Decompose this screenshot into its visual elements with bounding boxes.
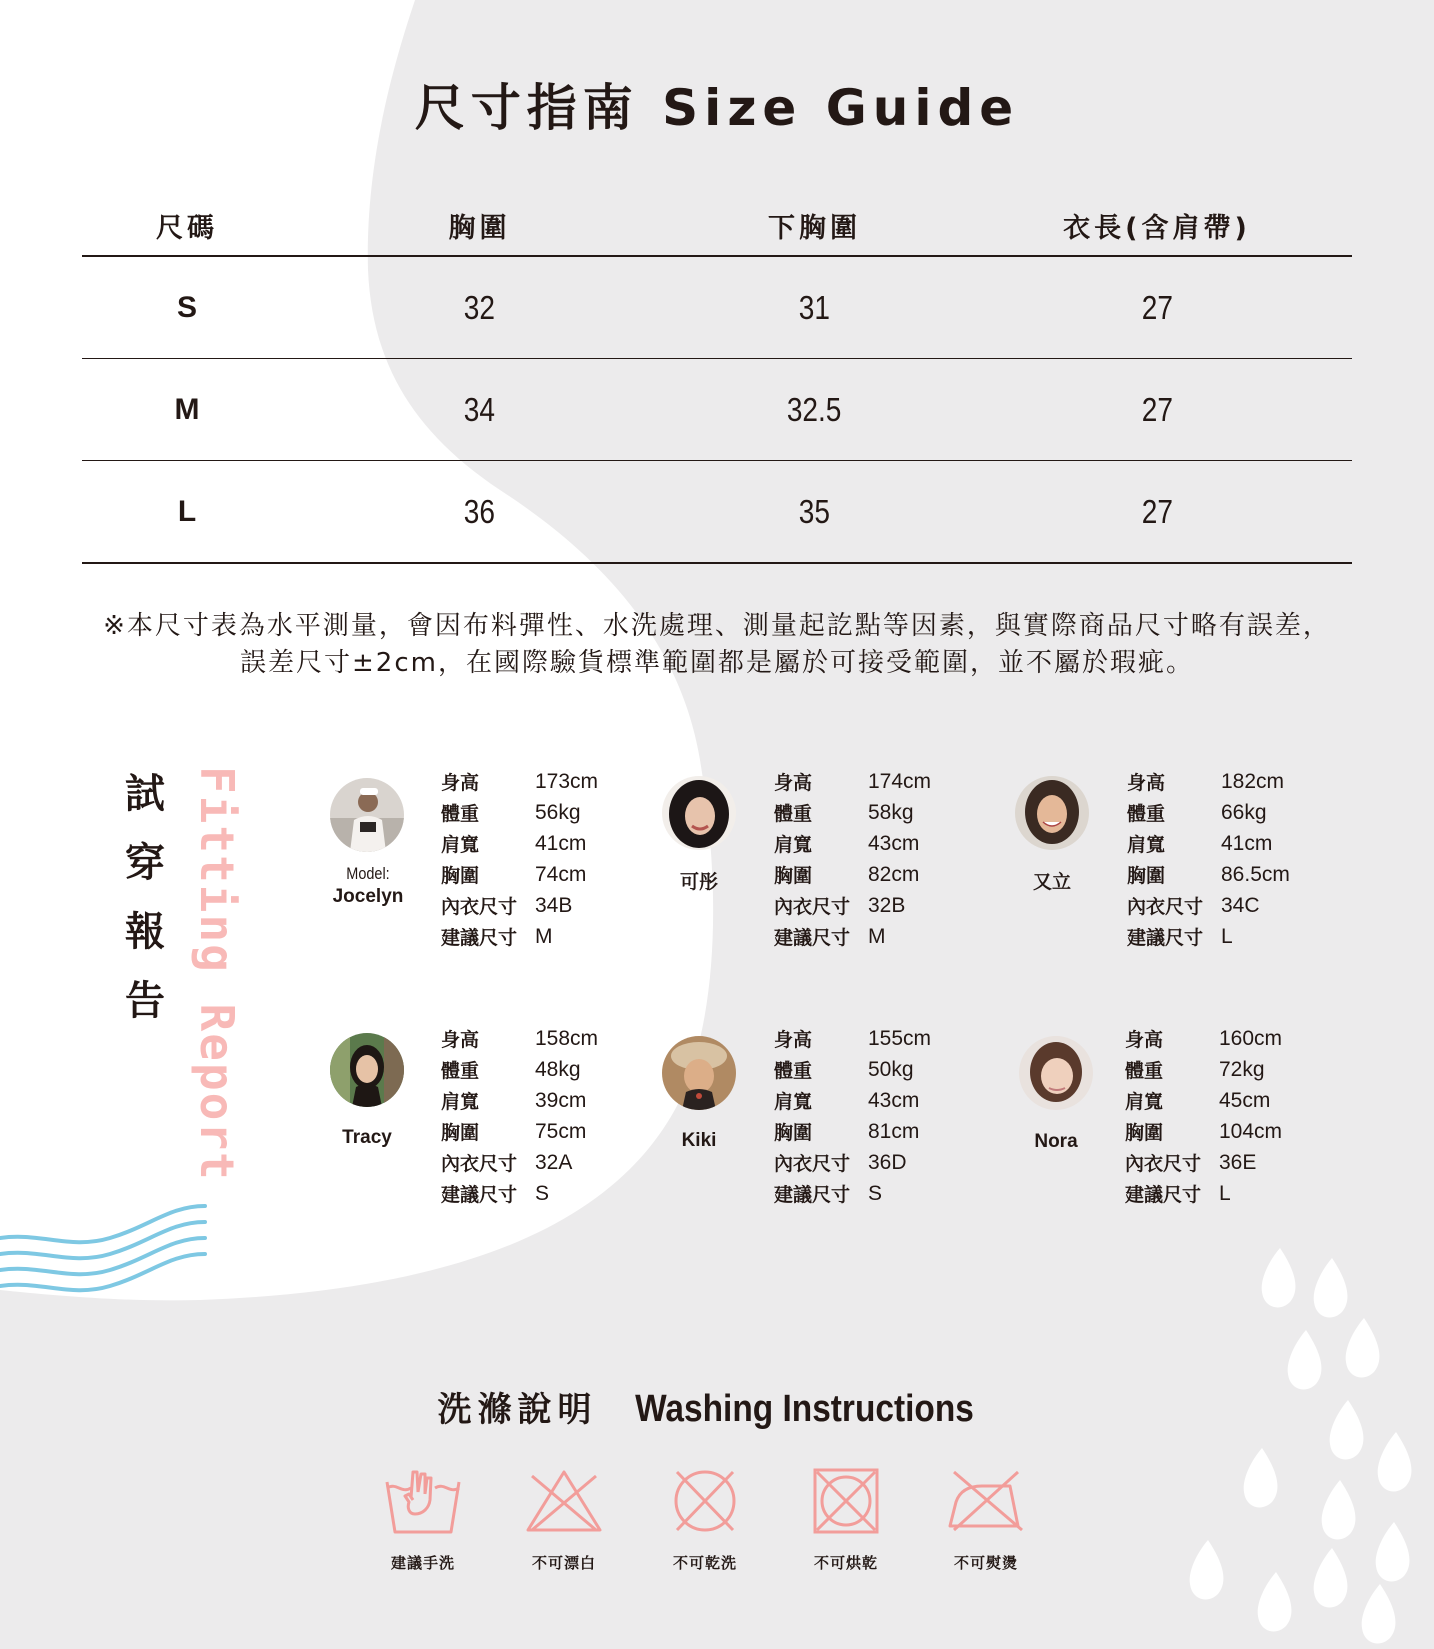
model-name	[308, 862, 428, 908]
stat-label: 內衣尺寸	[774, 896, 851, 918]
stat-row	[441, 1054, 598, 1085]
stat-row	[441, 1147, 598, 1178]
stat-row	[441, 766, 598, 797]
stat-value: 74cm	[535, 862, 587, 886]
stat-row	[441, 828, 598, 859]
underbust-cell: 31	[798, 288, 831, 326]
stat-row	[1125, 1023, 1282, 1054]
stat-value: 34B	[535, 893, 573, 917]
stat-label: 體重	[774, 803, 813, 825]
wash-label: 不可乾洗	[672, 1554, 737, 1572]
note-line-2: 誤差尺寸±2cm，在國際驗貨標準範圍都是屬於可接受範圍，並不屬於瑕疵。	[240, 648, 1194, 678]
stat-row	[1125, 1147, 1282, 1178]
stat-label: 胸圍	[1127, 865, 1166, 887]
stat-label: 建議尺寸	[774, 927, 851, 949]
model-stats-tracy	[441, 1023, 598, 1209]
stat-value: 58kg	[868, 800, 914, 824]
model-name: 又立	[1032, 872, 1071, 893]
stat-row	[774, 1147, 931, 1178]
stat-label: 體重	[1127, 803, 1166, 825]
table-row	[82, 257, 1352, 359]
page-title: 尺寸指南 Size Guide	[414, 79, 1020, 137]
length-cell: 27	[1141, 288, 1173, 326]
stat-value: 158cm	[535, 1026, 599, 1050]
stat-value: 32A	[535, 1150, 573, 1174]
stat-value: 34C	[1221, 893, 1260, 917]
avatar	[662, 776, 736, 850]
avatar	[1015, 776, 1089, 850]
stat-value: 41cm	[1221, 831, 1273, 855]
stat-label: 建議尺寸	[1125, 1184, 1202, 1206]
stat-row	[1125, 1116, 1282, 1147]
title-char: 報	[125, 909, 165, 955]
no-iron-icon	[946, 1468, 1026, 1534]
stat-row	[441, 1178, 598, 1209]
stat-value: 75cm	[535, 1119, 587, 1143]
stat-row	[441, 921, 598, 952]
stat-row	[774, 1023, 931, 1054]
stat-row	[1125, 1178, 1282, 1209]
wash-label: 不可漂白	[531, 1554, 596, 1572]
size-cell: S	[176, 290, 197, 324]
table-row	[82, 359, 1352, 461]
stat-label: 身高	[1127, 772, 1166, 794]
stat-value: 56kg	[535, 800, 581, 824]
stat-value: 155cm	[868, 1026, 932, 1050]
model-name: Tracy	[342, 1127, 392, 1148]
stat-label: 身高	[774, 1029, 813, 1051]
stat-label: 身高	[1125, 1029, 1164, 1051]
stat-row	[774, 859, 931, 890]
stat-value: 43cm	[868, 831, 920, 855]
length-cell: 27	[1141, 390, 1173, 428]
stat-label: 建議尺寸	[774, 1184, 851, 1206]
stat-value: 104cm	[1219, 1119, 1283, 1143]
stat-row	[774, 1178, 931, 1209]
stat-label: 胸圍	[441, 865, 480, 887]
stat-value: M	[535, 924, 553, 948]
stat-label: 胸圍	[1125, 1122, 1164, 1144]
stat-row	[774, 797, 931, 828]
stat-label: 胸圍	[441, 1122, 480, 1144]
stat-value: M	[868, 924, 886, 948]
model-stats-youli	[1127, 766, 1290, 952]
stat-row	[441, 1116, 598, 1147]
stat-row	[441, 890, 598, 921]
avatar	[330, 778, 404, 852]
stat-label: 內衣尺寸	[441, 896, 518, 918]
wash-item-no-tumble-dry	[786, 1468, 906, 1573]
stat-value: 36D	[868, 1150, 907, 1174]
stat-label: 內衣尺寸	[441, 1153, 518, 1175]
bust-cell: 36	[463, 492, 496, 530]
stat-value: S	[868, 1181, 883, 1205]
stat-row	[774, 1116, 931, 1147]
stat-label: 胸圍	[774, 865, 813, 887]
stat-label: 建議尺寸	[1127, 927, 1204, 949]
wash-label: 建議手洗	[390, 1554, 455, 1572]
model-name: Kiki	[681, 1130, 717, 1151]
stat-row	[441, 859, 598, 890]
stat-value: 86.5cm	[1221, 862, 1290, 886]
title-char: 試	[125, 771, 165, 817]
stat-value: 66kg	[1221, 800, 1267, 824]
measurement-note	[0, 608, 1434, 682]
size-table-header	[82, 195, 1352, 257]
stat-row	[441, 1023, 598, 1054]
stat-row	[1127, 828, 1290, 859]
note-line-1: ※本尺寸表為水平測量，會因布料彈性、水洗處理、測量起訖點等因素，與實際商品尺寸略有誤差，	[103, 611, 1331, 641]
stat-value: 45cm	[1219, 1088, 1271, 1112]
stat-row	[774, 766, 931, 797]
stat-row	[1127, 766, 1290, 797]
no-bleach-icon	[524, 1468, 604, 1534]
stat-row	[1127, 890, 1290, 921]
stat-value: 39cm	[535, 1088, 587, 1112]
model-name: 可彤	[679, 872, 718, 893]
model-stats-ketong	[774, 766, 931, 952]
fitting-report-title-en: Fitting Report	[190, 766, 244, 1182]
stat-label: 內衣尺寸	[1127, 896, 1204, 918]
stat-value: 43cm	[868, 1088, 920, 1112]
stat-label: 內衣尺寸	[1125, 1153, 1202, 1175]
stat-row	[441, 797, 598, 828]
stat-label: 體重	[441, 803, 480, 825]
washing-title	[0, 1382, 1434, 1431]
stat-label: 建議尺寸	[441, 1184, 518, 1206]
header-size: 尺碼	[156, 212, 218, 244]
stat-value: 72kg	[1219, 1057, 1265, 1081]
bust-cell: 34	[463, 390, 496, 428]
stat-label: 建議尺寸	[441, 927, 518, 949]
wash-item-no-iron	[926, 1468, 1046, 1573]
stat-value: 82cm	[868, 862, 920, 886]
size-table	[82, 195, 1352, 564]
table-row	[82, 461, 1352, 564]
stat-row	[1127, 921, 1290, 952]
stat-label: 肩寬	[441, 834, 480, 856]
size-cell: L	[177, 494, 197, 528]
stat-label: 身高	[441, 1029, 480, 1051]
wash-label: 不可熨燙	[953, 1554, 1018, 1572]
underbust-cell: 32.5	[787, 390, 842, 428]
stat-value: L	[1219, 1181, 1231, 1205]
stat-label: 肩寬	[1125, 1091, 1164, 1113]
stat-value: 41cm	[535, 831, 587, 855]
hand-wash-icon	[383, 1468, 463, 1534]
stat-value: 81cm	[868, 1119, 920, 1143]
stat-row	[774, 890, 931, 921]
washing-title-en: Washing Instructions	[634, 1388, 974, 1430]
stat-label: 肩寬	[441, 1091, 480, 1113]
stat-row	[441, 1085, 598, 1116]
no-dry-clean-icon	[665, 1468, 745, 1534]
stat-value: L	[1221, 924, 1233, 948]
size-cell: M	[174, 392, 200, 426]
model-name-line: Jocelyn	[332, 886, 404, 907]
washing-title-cn: 洗滌說明	[437, 1390, 598, 1430]
stat-row	[774, 1085, 931, 1116]
title-char: 告	[125, 978, 165, 1024]
header-underbust: 下胸圍	[768, 212, 861, 244]
avatar	[1019, 1036, 1093, 1110]
stat-label: 體重	[1125, 1060, 1164, 1082]
stat-label: 肩寬	[774, 1091, 813, 1113]
stat-label: 肩寬	[774, 834, 813, 856]
header-bust: 胸圍	[448, 212, 511, 244]
length-cell: 27	[1141, 492, 1173, 530]
stat-value: 32B	[868, 893, 906, 917]
bust-cell: 32	[463, 288, 496, 326]
avatar	[662, 1036, 736, 1110]
model-stats-jocelyn	[441, 766, 598, 952]
header-length: 衣長(含肩帶)	[1063, 212, 1251, 244]
stat-value: 173cm	[535, 769, 599, 793]
stat-row	[1127, 859, 1290, 890]
stat-value: 182cm	[1221, 769, 1285, 793]
underbust-cell: 35	[798, 492, 831, 530]
stat-label: 身高	[441, 772, 480, 794]
stat-label: 體重	[774, 1060, 813, 1082]
wash-item-no-bleach	[504, 1468, 624, 1573]
stat-label: 體重	[441, 1060, 480, 1082]
stat-row	[1125, 1085, 1282, 1116]
model-stats-kiki	[774, 1023, 931, 1209]
avatar	[330, 1033, 404, 1107]
stat-value: 36E	[1219, 1150, 1257, 1174]
wash-item-hand-wash	[363, 1468, 483, 1573]
stat-label: 肩寬	[1127, 834, 1166, 856]
stat-row	[1125, 1054, 1282, 1085]
title-char: 穿	[125, 840, 165, 886]
fitting-report-title-cn	[120, 760, 170, 1036]
model-name-line: Model:	[346, 864, 390, 883]
stat-row	[1127, 797, 1290, 828]
stat-value: 48kg	[535, 1057, 581, 1081]
model-name: Nora	[1034, 1131, 1078, 1152]
stat-label: 胸圍	[774, 1122, 813, 1144]
wash-item-no-dry-clean	[645, 1468, 765, 1573]
stat-row	[774, 828, 931, 859]
stat-value: 174cm	[868, 769, 932, 793]
stat-value: 160cm	[1219, 1026, 1283, 1050]
stat-value: 50kg	[868, 1057, 914, 1081]
model-stats-nora	[1125, 1023, 1282, 1209]
stat-row	[774, 921, 931, 952]
stat-row	[774, 1054, 931, 1085]
no-tumble-dry-icon	[806, 1468, 886, 1534]
stat-label: 內衣尺寸	[774, 1153, 851, 1175]
stat-value: S	[535, 1181, 550, 1205]
stat-label: 身高	[774, 772, 813, 794]
wash-label: 不可烘乾	[813, 1554, 878, 1572]
